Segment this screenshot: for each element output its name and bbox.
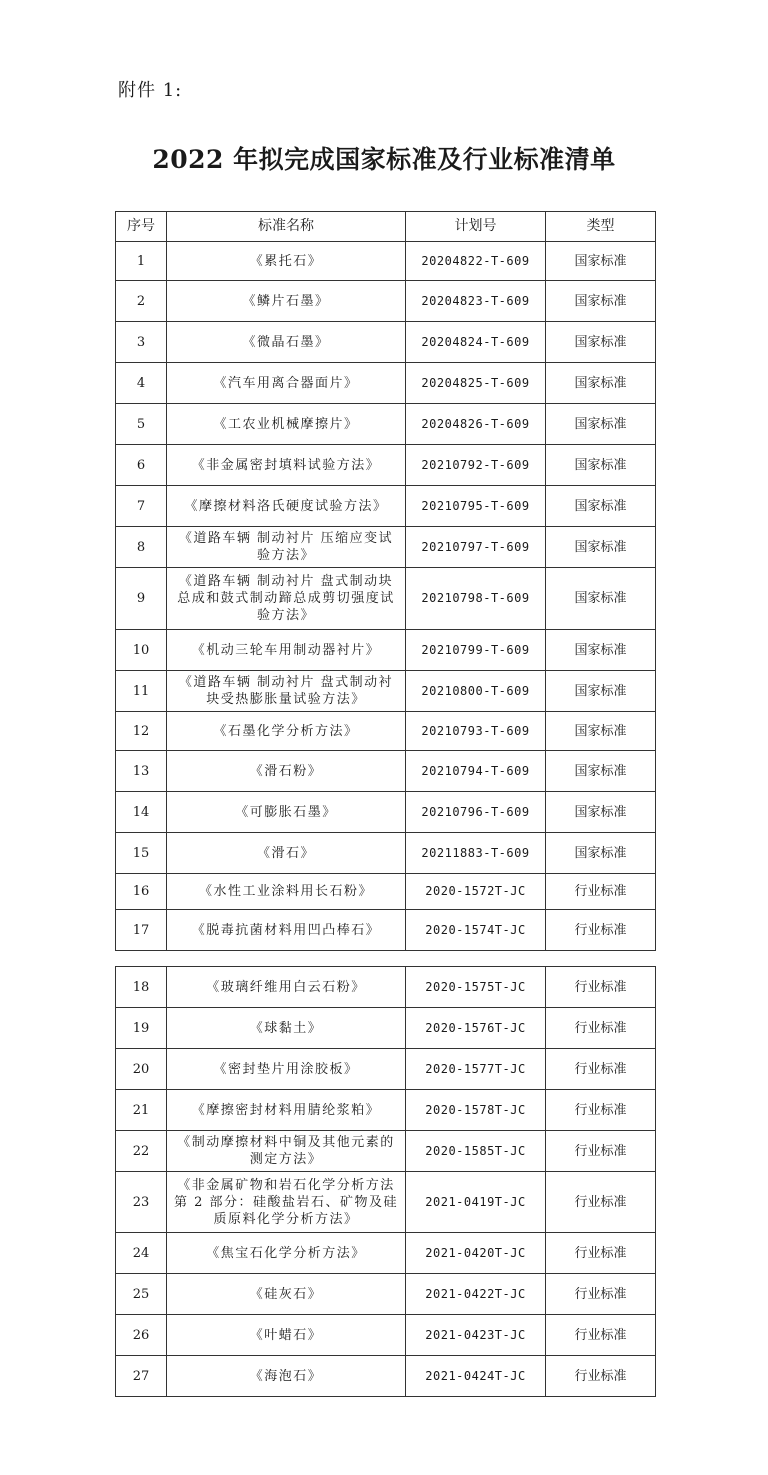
row-index: 23 (116, 1172, 167, 1233)
standard-name: 《密封垫片用涂胶板》 (167, 1049, 406, 1090)
plan-number: 2020-1577T-JC (406, 1049, 546, 1090)
standard-name: 《非金属矿物和岩石化学分析方法 第 2 部分：硅酸盐岩石、矿物及硅质原料化学分析方法》 (167, 1172, 406, 1233)
standard-name: 《水性工业涂料用长石粉》 (167, 874, 406, 910)
column-header-plan-number: 计划号 (406, 212, 546, 242)
row-index: 12 (116, 712, 167, 751)
table-row (116, 1131, 656, 1172)
standard-type: 行业标准 (546, 1274, 656, 1315)
plan-number: 20210798-T-609 (406, 568, 546, 630)
plan-number: 2020-1578T-JC (406, 1090, 546, 1131)
standard-type: 国家标准 (546, 445, 656, 486)
standard-name: 《球黏土》 (167, 1008, 406, 1049)
table-row (116, 1274, 656, 1315)
standard-type: 行业标准 (546, 1356, 656, 1397)
standard-type: 国家标准 (546, 671, 656, 712)
standard-type: 国家标准 (546, 486, 656, 527)
standard-type: 国家标准 (546, 630, 656, 671)
standard-type: 行业标准 (546, 1233, 656, 1274)
plan-number: 20210795-T-609 (406, 486, 546, 527)
standard-name: 《制动摩擦材料中铜及其他元素的测定方法》 (167, 1131, 406, 1172)
table-row (116, 445, 656, 486)
column-header-index: 序号 (116, 212, 167, 242)
standard-type: 国家标准 (546, 792, 656, 833)
standard-type: 国家标准 (546, 527, 656, 568)
row-index: 13 (116, 751, 167, 792)
standard-name: 《工农业机械摩擦片》 (167, 404, 406, 445)
row-index: 21 (116, 1090, 167, 1131)
standard-name: 《汽车用离合器面片》 (167, 363, 406, 404)
standard-type: 行业标准 (546, 910, 656, 951)
table-row (116, 527, 656, 568)
table-row (116, 751, 656, 792)
table-row (116, 1172, 656, 1233)
table-row (116, 833, 656, 874)
row-index: 4 (116, 363, 167, 404)
table-row (116, 1233, 656, 1274)
standards-table-part-1 (115, 211, 656, 951)
table-row (116, 874, 656, 910)
standard-type: 行业标准 (546, 1008, 656, 1049)
standard-type: 行业标准 (546, 1131, 656, 1172)
standard-name: 《道路车辆 制动衬片 盘式制动块总成和鼓式制动蹄总成剪切强度试验方法》 (167, 568, 406, 630)
table-row (116, 1049, 656, 1090)
plan-number: 2020-1585T-JC (406, 1131, 546, 1172)
standard-type: 国家标准 (546, 833, 656, 874)
table-header-row (116, 212, 656, 242)
standard-type: 国家标准 (546, 322, 656, 363)
row-index: 2 (116, 281, 167, 322)
row-index: 25 (116, 1274, 167, 1315)
standard-name: 《鳞片石墨》 (167, 281, 406, 322)
row-index: 9 (116, 568, 167, 630)
standard-name: 《硅灰石》 (167, 1274, 406, 1315)
row-index: 19 (116, 1008, 167, 1049)
table-row (116, 712, 656, 751)
document-title: 2022 年拟完成国家标准及行业标准清单 (152, 145, 616, 174)
standard-type: 国家标准 (546, 568, 656, 630)
row-index: 8 (116, 527, 167, 568)
standard-name: 《道路车辆 制动衬片 压缩应变试验方法》 (167, 527, 406, 568)
row-index: 27 (116, 1356, 167, 1397)
plan-number: 20204822-T-609 (406, 242, 546, 281)
row-index: 10 (116, 630, 167, 671)
plan-number: 20210800-T-609 (406, 671, 546, 712)
table-row (116, 910, 656, 951)
row-index: 20 (116, 1049, 167, 1090)
standard-type: 国家标准 (546, 712, 656, 751)
column-header-type: 类型 (546, 212, 656, 242)
row-index: 17 (116, 910, 167, 951)
plan-number: 20210799-T-609 (406, 630, 546, 671)
standard-name: 《累托石》 (167, 242, 406, 281)
standard-name: 《道路车辆 制动衬片 盘式制动衬块受热膨胀量试验方法》 (167, 671, 406, 712)
standard-name: 《可膨胀石墨》 (167, 792, 406, 833)
row-index: 1 (116, 242, 167, 281)
standard-name: 《焦宝石化学分析方法》 (167, 1233, 406, 1274)
plan-number: 20204826-T-609 (406, 404, 546, 445)
standard-type: 国家标准 (546, 404, 656, 445)
row-index: 3 (116, 322, 167, 363)
standard-type: 行业标准 (546, 1090, 656, 1131)
table-row (116, 281, 656, 322)
standard-type: 行业标准 (546, 967, 656, 1008)
plan-number: 2020-1574T-JC (406, 910, 546, 951)
plan-number: 20210796-T-609 (406, 792, 546, 833)
plan-number: 2021-0420T-JC (406, 1233, 546, 1274)
standard-name: 《非金属密封填料试验方法》 (167, 445, 406, 486)
plan-number: 2021-0423T-JC (406, 1315, 546, 1356)
row-index: 15 (116, 833, 167, 874)
plan-number: 20204825-T-609 (406, 363, 546, 404)
table-row (116, 1315, 656, 1356)
row-index: 16 (116, 874, 167, 910)
table-row (116, 322, 656, 363)
standard-name: 《海泡石》 (167, 1356, 406, 1397)
row-index: 5 (116, 404, 167, 445)
standard-type: 行业标准 (546, 1049, 656, 1090)
table-row (116, 242, 656, 281)
table-row (116, 630, 656, 671)
plan-number: 20210792-T-609 (406, 445, 546, 486)
standard-type: 国家标准 (546, 242, 656, 281)
standard-name: 《机动三轮车用制动器衬片》 (167, 630, 406, 671)
attachment-label: 附件 1: (118, 80, 183, 101)
table-row (116, 1356, 656, 1397)
standard-name: 《脱毒抗菌材料用凹凸棒石》 (167, 910, 406, 951)
table-row (116, 568, 656, 630)
standard-name: 《摩擦密封材料用腈纶浆粕》 (167, 1090, 406, 1131)
table-row (116, 1090, 656, 1131)
standard-type: 国家标准 (546, 363, 656, 404)
plan-number: 2021-0424T-JC (406, 1356, 546, 1397)
row-index: 14 (116, 792, 167, 833)
row-index: 11 (116, 671, 167, 712)
row-index: 6 (116, 445, 167, 486)
table-row (116, 967, 656, 1008)
standard-type: 国家标准 (546, 751, 656, 792)
plan-number: 2020-1572T-JC (406, 874, 546, 910)
row-index: 22 (116, 1131, 167, 1172)
plan-number: 20211883-T-609 (406, 833, 546, 874)
plan-number: 2020-1575T-JC (406, 967, 546, 1008)
table-row (116, 363, 656, 404)
standard-name: 《石墨化学分析方法》 (167, 712, 406, 751)
column-header-name: 标准名称 (167, 212, 406, 242)
plan-number: 2021-0422T-JC (406, 1274, 546, 1315)
standard-name: 《微晶石墨》 (167, 322, 406, 363)
standard-type: 国家标准 (546, 281, 656, 322)
plan-number: 20210793-T-609 (406, 712, 546, 751)
standard-type: 行业标准 (546, 1172, 656, 1233)
standard-name: 《滑石》 (167, 833, 406, 874)
plan-number: 20204824-T-609 (406, 322, 546, 363)
table-row (116, 486, 656, 527)
table-row (116, 792, 656, 833)
table-row (116, 1008, 656, 1049)
standard-type: 行业标准 (546, 1315, 656, 1356)
standard-name: 《滑石粉》 (167, 751, 406, 792)
table-row (116, 404, 656, 445)
row-index: 24 (116, 1233, 167, 1274)
standard-name: 《叶蜡石》 (167, 1315, 406, 1356)
plan-number: 20204823-T-609 (406, 281, 546, 322)
row-index: 7 (116, 486, 167, 527)
standard-type: 行业标准 (546, 874, 656, 910)
standard-name: 《摩擦材料洛氏硬度试验方法》 (167, 486, 406, 527)
standard-name: 《玻璃纤维用白云石粉》 (167, 967, 406, 1008)
plan-number: 2020-1576T-JC (406, 1008, 546, 1049)
plan-number: 20210794-T-609 (406, 751, 546, 792)
table-row (116, 671, 656, 712)
row-index: 18 (116, 967, 167, 1008)
standards-table-part-2 (115, 966, 656, 1397)
plan-number: 2021-0419T-JC (406, 1172, 546, 1233)
row-index: 26 (116, 1315, 167, 1356)
plan-number: 20210797-T-609 (406, 527, 546, 568)
